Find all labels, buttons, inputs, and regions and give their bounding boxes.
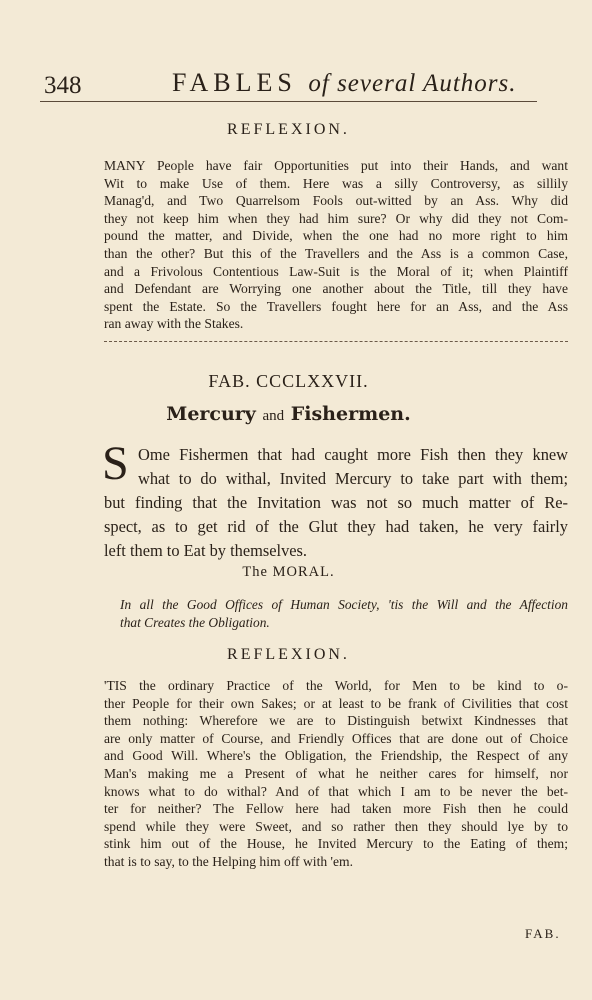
text-line: them nothing: Wherefore we are to Distinguish betwixt Kindnesses that [104, 713, 568, 729]
section-divider [104, 341, 568, 342]
text-line: ter for neither? The Fellow here had taken more Fish then he could [104, 801, 568, 817]
text-line: and Good Will. Where's the Obligation, the Friendship, the Respect of any [104, 748, 568, 764]
text-line: left them to Eat by themselves. [104, 541, 308, 560]
text-line: stink him out of the House, he Invited Mercury to the Eating of them; [104, 836, 568, 852]
text-line: ran away with the Stakes. [104, 316, 244, 332]
text-line: than the other? But this of the Travellers and the Ass is a common Case, [104, 245, 568, 261]
reflexion-heading-1: REFLEXION. [227, 121, 350, 138]
text-line: are only matter of Course, and Friendly Offices that are done out of Choice [104, 730, 568, 746]
header-rule [40, 101, 537, 102]
text-line: spent the Estate. So the Travellers fought here for an Ass, and the Ass [104, 298, 568, 314]
moral-heading: The MORAL. [242, 564, 335, 580]
running-title-rest: of several Authors. [308, 70, 517, 97]
text-line: pound the matter, and Divide, when the one had no more right to him [104, 228, 568, 244]
reflexion-heading-2: REFLEXION. [227, 646, 350, 663]
text-line: that is to say, to the Helping him off with 'em. [104, 853, 353, 869]
text-line: they not keep him when they had him sure? Or why did they not Com- [104, 210, 568, 226]
text-line: Man's making me a Present of what he neither cares for himself, nor [104, 765, 568, 781]
running-header [40, 66, 537, 100]
text-line: In all the Good Offices of Human Society, 'tis the Will and the Affection [120, 597, 568, 612]
text-line: that Creates the Obligation. [120, 615, 270, 630]
text-line: ther People for their own Sakes; or at least to be frank of Civilities that cost [104, 695, 568, 711]
text-line: and Defendant are Worrying one another about the Title, till they have [104, 281, 568, 297]
text-line: Ome Fishermen that had caught more Fish then they knew [138, 445, 568, 464]
page-number: 348 [44, 72, 82, 99]
running-title [172, 68, 517, 98]
text-line: what to do withal, Invited Mercury to take part with them; [138, 469, 568, 488]
text-line: knows what to do withal? And of that which I am to be never the bet- [104, 783, 568, 799]
reflexion-paragraph-2 [104, 677, 568, 871]
fable-title-left: Mercury [166, 403, 256, 425]
drop-cap: S [102, 437, 129, 490]
text-line: Manag'd, and Two Quarrelsom Fools out-witted by an Ass. Why did [104, 193, 568, 209]
text-line: and a Frivolous Contentious Law-Suit is the Moral of it; when Plaintiff [104, 263, 568, 279]
catchword: FAB. [525, 926, 561, 941]
fable-text [104, 443, 568, 563]
text-line: MANY People have fair Opportunities put into their Hands, and want [104, 158, 568, 173]
fable-title-and: and [262, 408, 285, 424]
text-line: spect, as to get rid of the Glut they had taken, he very fairly [104, 517, 568, 536]
text-line: 'TIS the ordinary Practice of the World, for Men to be kind to o- [104, 678, 568, 693]
reflexion-paragraph-1 [104, 157, 568, 333]
text-line: Wit to make Use of them. Here was a silly Controversy, as sillily [104, 175, 568, 191]
fable-title [40, 403, 537, 425]
moral-text [120, 596, 568, 632]
text-line: spend while they were Sweet, and so rather then they should lye by to [104, 818, 568, 834]
fable-title-right: Fishermen. [290, 403, 411, 425]
running-title-caps: FABLES [172, 68, 297, 97]
fable-number: FAB. CCCLXXVII. [208, 371, 369, 391]
text-line: but finding that the Invitation was not so much matter of Re- [104, 493, 568, 512]
